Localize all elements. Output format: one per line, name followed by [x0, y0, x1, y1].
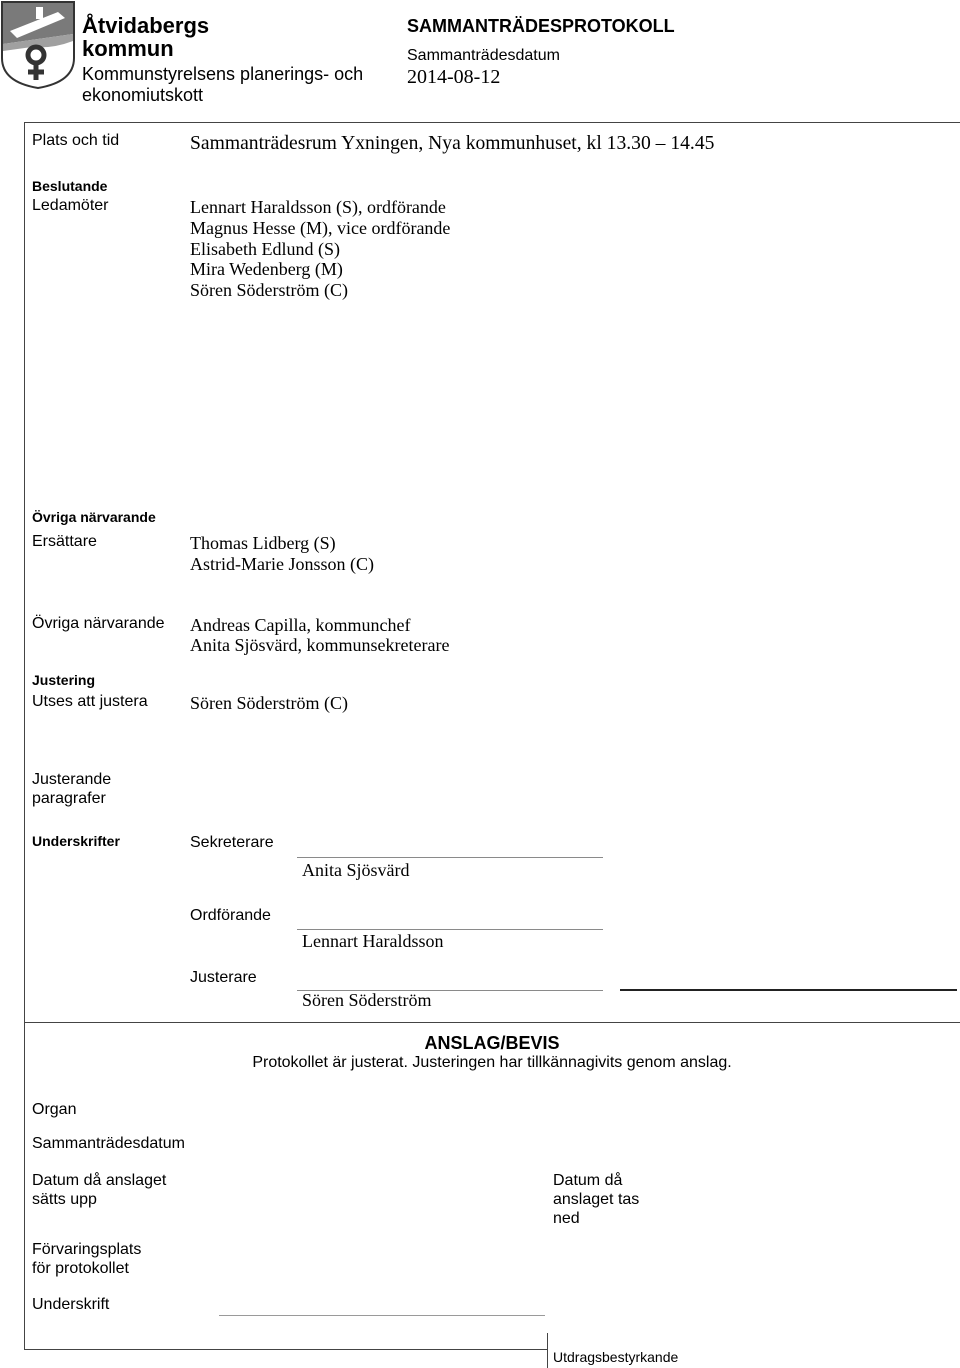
notice-statement: Protokollet är justerat. Justeringen har tillkännagivits genom anslag. [252, 1053, 732, 1071]
adjuster-label: Utses att justera [32, 692, 148, 710]
additional-signature-line [620, 989, 957, 991]
posted-date-label-line: sätts upp [32, 1191, 97, 1208]
other-attendee: Anita Sjösvärd, kommunsekreterare [190, 635, 450, 655]
document-title: SAMMANTRÄDESPROTOKOLL [407, 16, 675, 36]
committee-name-continued: ekonomiutskott [82, 85, 204, 105]
coat-of-arms-icon [0, 0, 76, 90]
removal-date-label-line: Datum då [553, 1172, 623, 1189]
removal-date-label-line: anslaget tas [553, 1191, 640, 1208]
secretary-name: Anita Sjösvärd [302, 860, 410, 880]
others-present-label: Övriga närvarande [32, 614, 165, 632]
chair-name: Lennart Haraldsson [302, 931, 444, 951]
substitute-name: Thomas Lidberg (S) [190, 532, 336, 553]
member-name: Elisabeth Edlund (S) [190, 238, 340, 259]
adjusted-paragraphs-label [32, 770, 111, 808]
notice-heading: ANSLAG/BEVIS [424, 1033, 560, 1053]
meeting-date-label: Sammanträdesdatum [407, 46, 560, 64]
meeting-date-value: 2014-08-12 [407, 66, 501, 88]
others-present-list [190, 615, 449, 656]
storage-label-line: Förvaringsplats [32, 1241, 142, 1258]
frame-top-rule [24, 122, 960, 123]
other-attendee: Andreas Capilla, kommunchef [190, 614, 411, 635]
members-label: Ledamöter [32, 196, 109, 214]
notice-meeting-date-label: Sammanträdesdatum [32, 1134, 185, 1152]
adjuster-name: Sören Söderström (C) [190, 693, 348, 713]
removal-date-label-line: ned [553, 1210, 580, 1227]
signatures-heading: Underskrifter [32, 833, 120, 849]
member-name: Mira Wedenberg (M) [190, 259, 343, 280]
substitutes-list [190, 533, 374, 575]
member-name: Sören Söderström (C) [190, 280, 348, 301]
secretary-signature-line [297, 857, 603, 858]
members-list [190, 197, 450, 301]
chair-role-label: Ordförande [190, 906, 271, 924]
place-time-label: Plats och tid [32, 131, 120, 149]
member-name: Lennart Haraldsson (S), ordförande [190, 197, 446, 217]
place-time-value: Sammanträdesrum Yxningen, Nya kommunhuset, kl 13.30 – 14.45 [190, 132, 715, 154]
storage-label [32, 1241, 141, 1278]
secretary-role-label: Sekreterare [190, 833, 274, 851]
adjustment-heading: Justering [32, 672, 96, 688]
chair-signature-line [297, 929, 603, 930]
substitute-name: Astrid-Marie Jonsson (C) [190, 553, 374, 574]
deciding-heading: Beslutande [32, 178, 108, 194]
adjusted-paragraphs-label-line: Justerande [32, 771, 112, 788]
municipality-name-suffix: kommun [82, 35, 174, 61]
frame-bottom-rule [24, 1349, 547, 1350]
committee-name: Kommunstyrelsens planerings- och [82, 64, 364, 84]
certification-box-rule [547, 1333, 548, 1368]
removal-date-label [553, 1171, 639, 1228]
frame-left-rule [24, 122, 25, 1350]
posted-date-label-line: Datum då anslaget [32, 1172, 167, 1189]
municipality-name: Åtvidabergs [82, 13, 210, 38]
signature-label: Underskrift [32, 1295, 110, 1313]
adjusted-paragraphs-label-line: paragrafer [32, 790, 106, 807]
notice-divider-rule [24, 1022, 960, 1023]
certification-label: Utdragsbestyrkande [553, 1349, 679, 1365]
signature-line [219, 1315, 545, 1316]
adjuster-role-label: Justerare [190, 968, 257, 986]
member-name: Magnus Hesse (M), vice ordförande [190, 217, 451, 238]
body-label: Organ [32, 1100, 77, 1118]
posted-date-label [32, 1171, 166, 1209]
storage-label-line: för protokollet [32, 1259, 129, 1277]
others-present-heading: Övriga närvarande [32, 509, 156, 525]
substitutes-label: Ersättare [32, 532, 97, 550]
adjuster-signature-name: Sören Söderström [302, 990, 432, 1010]
